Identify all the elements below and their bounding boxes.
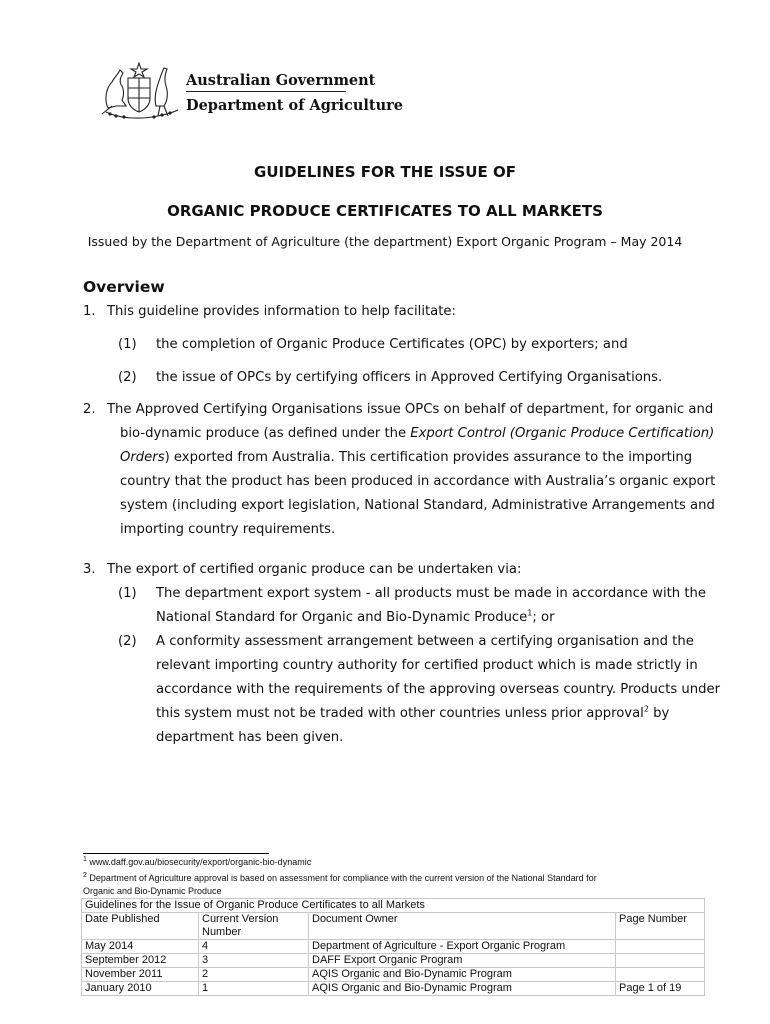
cell-date: January 2010: [82, 982, 199, 996]
footnote-ref-2[interactable]: 2: [643, 704, 649, 714]
para-1-number: 1.: [83, 304, 96, 319]
para-3-item-2-line-1: A conformity assessment arrangement between a certifying organisation and the: [156, 634, 694, 649]
legislation-title: Export Control (Organic Produce Certification): [410, 426, 715, 441]
para-3-item-2-line-4: [156, 702, 669, 726]
government-name: Australian Government: [186, 72, 376, 89]
para-2-number: 2.: [83, 402, 96, 417]
para-3-item-2-line-4-tail: by: [648, 706, 670, 721]
page-title-line-1: GUIDELINES FOR THE ISSUE OF: [254, 163, 516, 181]
para-2-line-5: system (including export legislation, National Standard, Administrative Arrangements and: [120, 498, 715, 513]
cell-version: 2: [199, 968, 309, 982]
cell-date: May 2014: [82, 940, 199, 954]
cell-page: [616, 954, 705, 968]
para-3-item-2-line-3: accordance with the requirements of the approving overseas country. Products under: [156, 682, 721, 697]
para-3-item-1-number: (1): [118, 586, 137, 601]
para-1-item-2-number: (2): [118, 370, 137, 385]
footnote-divider: [83, 853, 269, 854]
page-title-line-2: ORGANIC PRODUCE CERTIFICATES TO ALL MARKETS: [167, 202, 603, 220]
cell-owner: Department of Agriculture - Export Organic Program: [309, 940, 616, 954]
para-3-item-1-tail: ; or: [532, 610, 555, 625]
para-2-line-3: [120, 446, 692, 470]
footnote-2-continued: Organic and Bio-Dynamic Produce: [83, 886, 222, 896]
para-3-number: 3.: [83, 562, 96, 577]
table-row: [82, 968, 705, 982]
para-2-line-1: The Approved Certifying Organisations issue OPCs on behalf of department, for organic and: [107, 402, 714, 417]
para-2-line-2: [120, 422, 714, 446]
table-caption: Guidelines for the Issue of Organic Produce Certificates to all Markets: [82, 899, 705, 913]
logo-divider: [186, 91, 346, 92]
cell-version: 1: [199, 982, 309, 996]
coat-of-arms-icon: [98, 60, 180, 122]
para-1-item-1-text: the completion of Organic Produce Certificates (OPC) by exporters; and: [156, 337, 628, 352]
para-3-item-1-line-1: The department export system - all products must be made in accordance with the: [156, 586, 706, 601]
issued-by: Issued by the Department of Agriculture (the department) Export Organic Program – May 2014: [87, 234, 683, 249]
header-current-version: Current Version Number: [199, 913, 309, 940]
cell-version: 4: [199, 940, 309, 954]
cell-page: [616, 940, 705, 954]
para-3-item-2-line-4-text: this system must not be traded with other countries unless prior approval: [156, 706, 644, 721]
para-1-item-2-text: the issue of OPCs by certifying officers in Approved Certifying Organisations.: [156, 370, 663, 385]
footnote-1-number: 1: [83, 856, 87, 863]
table-row: [82, 940, 705, 954]
cell-owner: DAFF Export Organic Program: [309, 954, 616, 968]
cell-page: Page 1 of 19: [616, 982, 705, 996]
footnote-2: [83, 872, 597, 884]
table-row: [82, 954, 705, 968]
para-2-line-2-text: bio-dynamic produce (as defined under the: [120, 426, 411, 441]
header-page-number: Page Number: [616, 913, 705, 940]
para-3-item-1-line-2: [156, 606, 555, 630]
overview-heading: Overview: [83, 278, 165, 296]
standard-name: National Standard for Organic and Bio-Dynamic Produce: [156, 610, 528, 625]
header-document-owner: Document Owner: [309, 913, 616, 940]
header-date-published: Date Published: [82, 913, 199, 940]
department-name: Department of Agriculture: [186, 97, 404, 114]
cell-owner: AQIS Organic and Bio-Dynamic Program: [309, 968, 616, 982]
cell-date: November 2011: [82, 968, 199, 982]
para-3-text: The export of certified organic produce can be undertaken via:: [107, 562, 522, 577]
cell-date: September 2012: [82, 954, 199, 968]
para-1-text: This guideline provides information to help facilitate:: [107, 304, 456, 319]
para-3-item-2-line-2: relevant importing country authority for certified product which is made strictly in: [156, 658, 698, 673]
footnote-2-number: 2: [83, 872, 87, 879]
para-1-item-1-number: (1): [118, 337, 137, 352]
footnote-1: [83, 856, 311, 868]
footnote-ref-1[interactable]: 1: [527, 608, 533, 618]
cell-page: [616, 968, 705, 982]
para-2-line-4: country that the product has been produced in accordance with Australia’s organic export: [120, 474, 716, 489]
para-3-item-2-number: (2): [118, 634, 137, 649]
para-2-line-6: importing country requirements.: [120, 522, 336, 537]
table-caption-row: [82, 899, 705, 913]
footnote-1-text[interactable]: www.daff.gov.au/biosecurity/export/organic-bio-dynamic: [89, 857, 312, 867]
table-header-row: [82, 913, 705, 940]
cell-version: 3: [199, 954, 309, 968]
document-control-table: [81, 898, 705, 996]
government-logo: [98, 60, 404, 122]
table-row: [82, 982, 705, 996]
cell-owner: AQIS Organic and Bio-Dynamic Program: [309, 982, 616, 996]
footnote-2-text: Department of Agriculture approval is based on assessment for compliance with the current version of the National Standard for: [89, 873, 597, 883]
para-2-line-3-text: ) exported from Australia. This certification provides assurance to the importing: [164, 450, 693, 465]
legislation-title-end: Orders: [120, 450, 165, 465]
para-3-item-2-line-5: department has been given.: [156, 730, 344, 745]
